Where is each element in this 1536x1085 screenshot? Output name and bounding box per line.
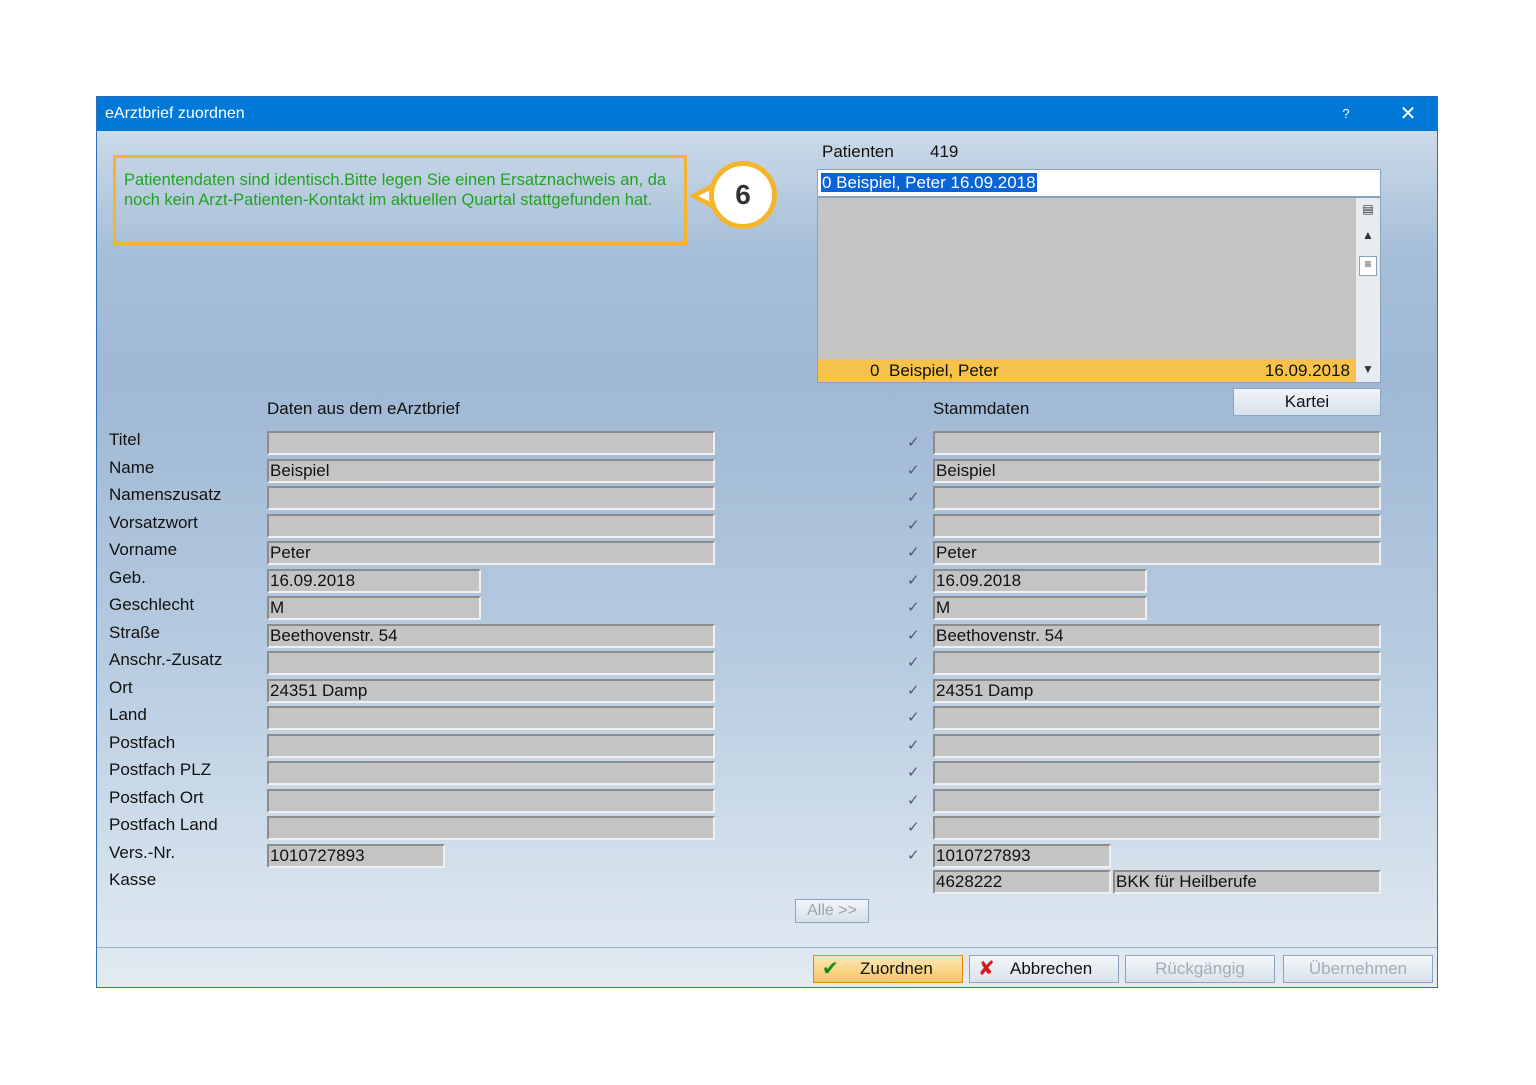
dialog-window	[96, 96, 1438, 988]
stammdaten-field-vorname[interactable]: Peter	[933, 541, 1381, 565]
help-button[interactable]: ?	[1342, 106, 1350, 121]
rueckgaengig-label: Rückgängig	[1155, 959, 1245, 978]
stammdaten-field-geb[interactable]: 16.09.2018	[933, 569, 1147, 593]
match-check-icon: ✓	[907, 489, 920, 506]
earztbrief-field-postfach[interactable]	[267, 734, 715, 758]
abbrechen-button[interactable]	[969, 955, 1119, 983]
label-name: Name	[109, 458, 155, 477]
label-postfach-plz: Postfach PLZ	[109, 760, 212, 779]
rueckgaengig-button[interactable]	[1125, 955, 1275, 983]
search-value: 0 Beispiel, Peter 16.09.2018	[822, 173, 1036, 192]
match-check-icon: ✓	[907, 654, 920, 671]
patient-list[interactable]	[817, 197, 1381, 383]
kartei-button[interactable]: Kartei	[1233, 388, 1381, 416]
match-check-icon: ✓	[907, 434, 920, 451]
label-ort: Ort	[109, 678, 133, 697]
match-check-icon: ✓	[907, 764, 920, 781]
match-check-icon: ✓	[907, 572, 920, 589]
stammdaten-field-namenszusatz[interactable]	[933, 486, 1381, 510]
patient-search-input[interactable]	[817, 169, 1381, 197]
row-number: 0	[870, 361, 880, 380]
uebernehmen-label: Übernehmen	[1308, 959, 1408, 978]
list-item[interactable]	[818, 359, 1356, 382]
kasse-name-field[interactable]: BKK für Heilberufe	[1113, 870, 1381, 894]
earztbrief-field-postfach-plz[interactable]	[267, 761, 715, 785]
label-geschlecht: Geschlecht	[109, 595, 195, 614]
match-check-icon: ✓	[907, 792, 920, 809]
earztbrief-field-postfach-ort[interactable]	[267, 789, 715, 813]
earztbrief-field-strasse[interactable]: Beethovenstr. 54	[267, 624, 715, 648]
label-postfach: Postfach	[109, 733, 176, 752]
title-bar	[97, 97, 1437, 131]
match-check-icon: ✓	[907, 682, 920, 699]
match-check-icon: ✓	[907, 544, 920, 561]
kasse-number-field[interactable]: 4628222	[933, 870, 1111, 894]
stammdaten-field-vorsatzwort[interactable]	[933, 514, 1381, 538]
match-check-icon: ✓	[907, 847, 920, 864]
stammdaten-field-ort[interactable]: 24351 Damp	[933, 679, 1381, 703]
match-check-icon: ✓	[907, 517, 920, 534]
earztbrief-field-vorname[interactable]: Peter	[267, 541, 715, 565]
label-land: Land	[109, 705, 147, 724]
stammdaten-field-geschlecht[interactable]: M	[933, 596, 1147, 620]
earztbrief-field-vers-nr[interactable]: 1010727893	[267, 844, 445, 868]
row-name: Beispiel, Peter	[889, 361, 999, 380]
earztbrief-field-namenszusatz[interactable]	[267, 486, 715, 510]
print-icon[interactable]: ▤	[1362, 202, 1374, 216]
earztbrief-field-geschlecht[interactable]: M	[267, 596, 481, 620]
stammdaten-field-postfach-ort[interactable]	[933, 789, 1381, 813]
callout-badge: 6	[709, 161, 777, 229]
scroll-up-icon[interactable]: ▲	[1362, 228, 1374, 242]
stammdaten-field-postfach-plz[interactable]	[933, 761, 1381, 785]
cross-icon: ✘	[978, 958, 995, 980]
window-title: eArztbrief zuordnen	[105, 105, 245, 122]
label-postfach-land: Postfach Land	[109, 815, 218, 834]
abbrechen-label: Abbrechen	[1010, 959, 1093, 978]
match-check-icon: ✓	[907, 627, 920, 644]
earztbrief-field-land[interactable]	[267, 706, 715, 730]
stammdaten-field-titel[interactable]	[933, 431, 1381, 455]
patients-label: Patienten	[822, 142, 894, 161]
checkmark-icon: ✔	[822, 958, 839, 980]
info-message: Patientendaten sind identisch.Bitte legen Sie einen Ersatznachweis an, da noch kein Arzt-Patienten-Kontakt im aktuellen Quartal stattgefunden hat.	[113, 155, 687, 245]
earztbrief-field-vorsatzwort[interactable]	[267, 514, 715, 538]
scroll-down-icon[interactable]: ▼	[1362, 362, 1374, 376]
label-postfach-ort: Postfach Ort	[109, 788, 204, 807]
close-button[interactable]: ✕	[1399, 103, 1417, 125]
earztbrief-field-anschr-zusatz[interactable]	[267, 651, 715, 675]
alle-button[interactable]: Alle >>	[795, 899, 869, 923]
match-check-icon: ✓	[907, 737, 920, 754]
zuordnen-label: Zuordnen	[860, 959, 933, 978]
label-vers-nr: Vers.-Nr.	[109, 843, 176, 862]
scroll-thumb-icon[interactable]: ≡	[1359, 256, 1377, 276]
label-kasse: Kasse	[109, 870, 157, 889]
stammdaten-field-strasse[interactable]: Beethovenstr. 54	[933, 624, 1381, 648]
earztbrief-field-titel[interactable]	[267, 431, 715, 455]
earztbrief-field-ort[interactable]: 24351 Damp	[267, 679, 715, 703]
stammdaten-field-name[interactable]: Beispiel	[933, 459, 1381, 483]
match-check-icon: ✓	[907, 709, 920, 726]
label-geb: Geb.	[109, 568, 146, 587]
label-strasse: Straße	[109, 623, 161, 642]
label-vorsatzwort: Vorsatzwort	[109, 513, 198, 532]
right-column-header: Stammdaten	[933, 399, 1030, 418]
earztbrief-field-geb[interactable]: 16.09.2018	[267, 569, 481, 593]
uebernehmen-button[interactable]	[1283, 955, 1433, 983]
match-check-icon: ✓	[907, 819, 920, 836]
match-check-icon: ✓	[907, 462, 920, 479]
stammdaten-field-postfach-land[interactable]	[933, 816, 1381, 840]
row-date: 16.09.2018	[1264, 361, 1350, 380]
label-vorname: Vorname	[109, 540, 178, 559]
stammdaten-field-vers-nr[interactable]: 1010727893	[933, 844, 1111, 868]
earztbrief-field-name[interactable]: Beispiel	[267, 459, 715, 483]
patients-count: 419	[930, 142, 959, 161]
match-check-icon: ✓	[907, 599, 920, 616]
label-anschr-zusatz: Anschr.-Zusatz	[109, 650, 223, 669]
earztbrief-field-postfach-land[interactable]	[267, 816, 715, 840]
zuordnen-button[interactable]	[813, 955, 963, 983]
stammdaten-field-land[interactable]	[933, 706, 1381, 730]
footer-divider	[97, 947, 1437, 948]
stammdaten-field-postfach[interactable]	[933, 734, 1381, 758]
stammdaten-field-anschr-zusatz[interactable]	[933, 651, 1381, 675]
label-titel: Titel	[109, 430, 141, 449]
label-namenszusatz: Namenszusatz	[109, 485, 222, 504]
left-column-header: Daten aus dem eArztbrief	[267, 399, 460, 418]
list-scrollbar[interactable]	[1356, 198, 1380, 382]
